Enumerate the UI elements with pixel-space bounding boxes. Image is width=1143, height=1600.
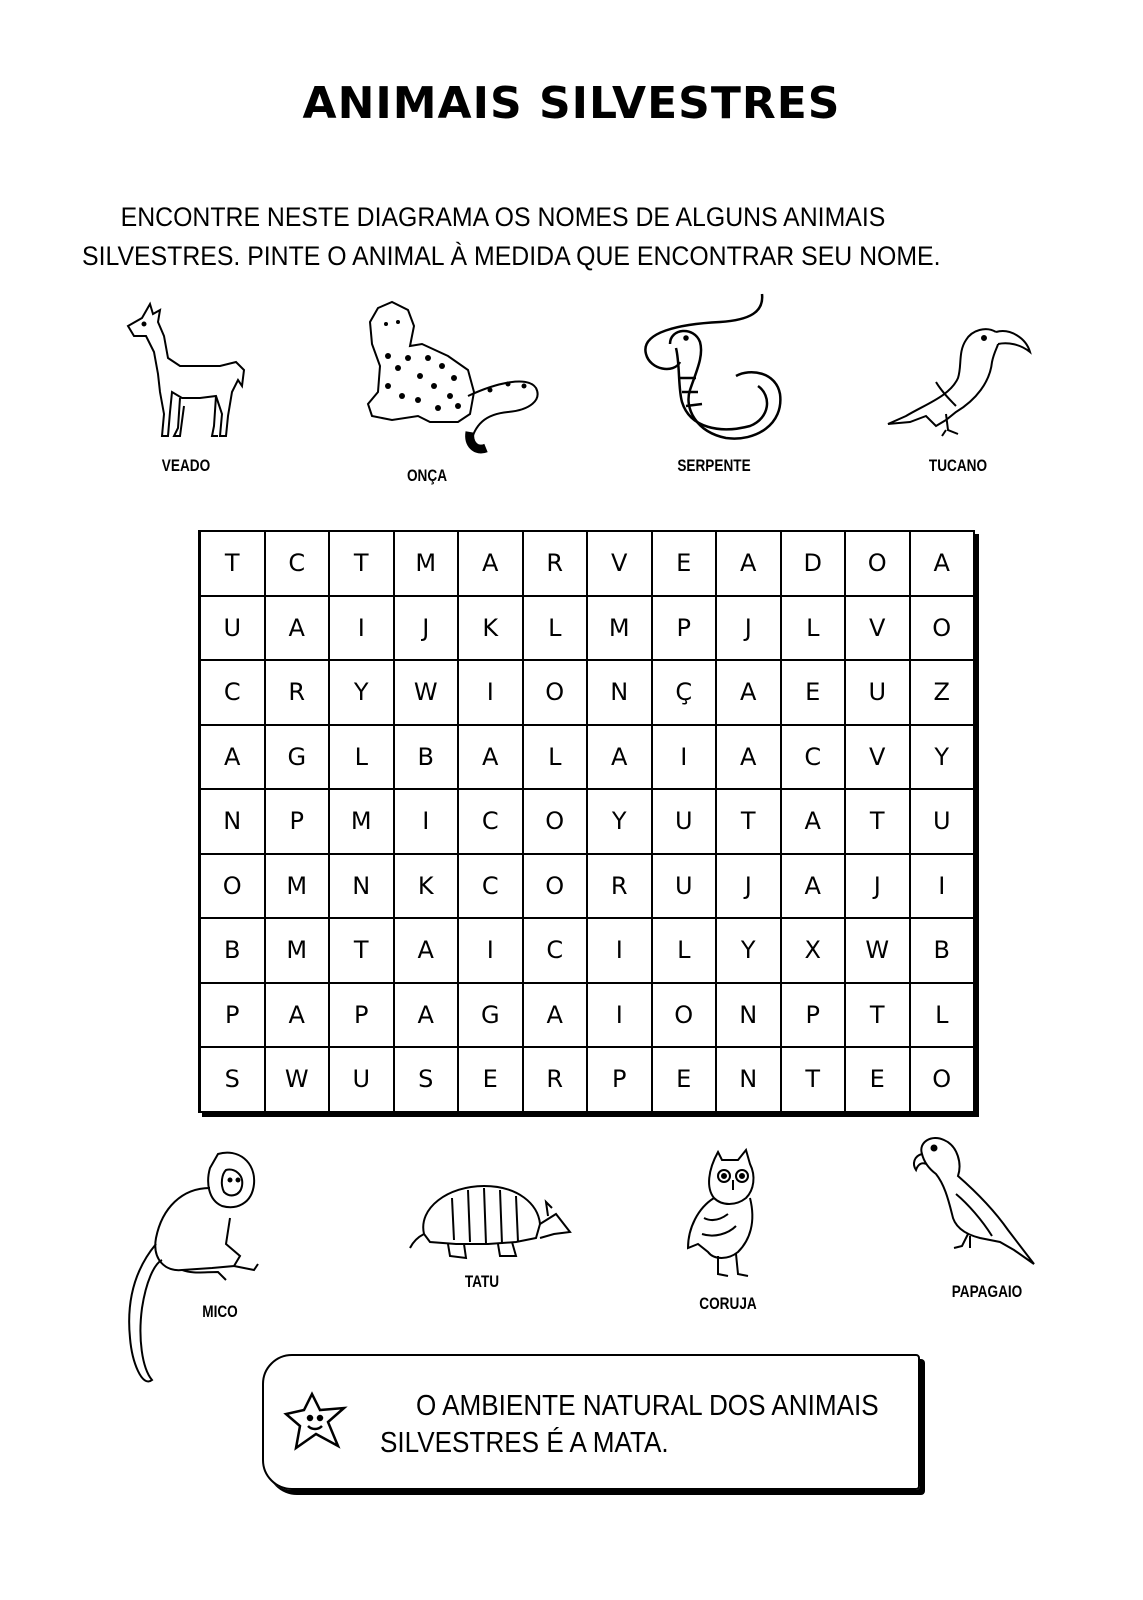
toucan-icon: [886, 322, 1032, 438]
grid-cell: O: [846, 532, 911, 597]
grid-cell: B: [911, 919, 976, 984]
grid-cell: Z: [911, 661, 976, 726]
grid-cell: O: [911, 1048, 976, 1113]
grid-cell: C: [459, 790, 524, 855]
grid-cell: R: [588, 855, 653, 920]
page-title: ANIMAIS SILVESTRES: [302, 78, 841, 129]
grid-cell: W: [266, 1048, 331, 1113]
grid-cell: O: [653, 984, 718, 1049]
grid-cell: A: [911, 532, 976, 597]
grid-cell: M: [395, 532, 460, 597]
grid-cell: T: [846, 790, 911, 855]
animal-label-tatu: TATU: [464, 1272, 500, 1291]
grid-cell: U: [201, 597, 266, 662]
grid-cell: P: [266, 790, 331, 855]
star-icon: [282, 1390, 350, 1452]
grid-cell: N: [330, 855, 395, 920]
grid-cell: A: [395, 919, 460, 984]
owl-icon: [684, 1148, 774, 1282]
deer-icon: [120, 296, 250, 444]
grid-cell: C: [524, 919, 589, 984]
grid-cell: M: [588, 597, 653, 662]
grid-cell: P: [201, 984, 266, 1049]
grid-cell: L: [911, 984, 976, 1049]
grid-cell: A: [717, 661, 782, 726]
animal-label-papagaio: PAPAGAIO: [951, 1282, 1023, 1301]
grid-cell: A: [266, 984, 331, 1049]
animal-label-mico: MICO: [202, 1302, 238, 1321]
grid-cell: T: [846, 984, 911, 1049]
note-line-2: SILVESTRES É A MATA.: [380, 1427, 669, 1459]
grid-cell: I: [459, 661, 524, 726]
grid-cell: W: [846, 919, 911, 984]
grid-cell: P: [330, 984, 395, 1049]
grid-cell: I: [588, 919, 653, 984]
grid-cell: U: [653, 855, 718, 920]
grid-cell: P: [782, 984, 847, 1049]
grid-cell: O: [524, 790, 589, 855]
grid-cell: A: [266, 597, 331, 662]
grid-cell: T: [201, 532, 266, 597]
grid-cell: C: [266, 532, 331, 597]
grid-cell: M: [330, 790, 395, 855]
grid-cell: X: [782, 919, 847, 984]
grid-cell: B: [201, 919, 266, 984]
grid-cell: C: [459, 855, 524, 920]
grid-cell: J: [717, 855, 782, 920]
grid-cell: Ç: [653, 661, 718, 726]
grid-cell: C: [201, 661, 266, 726]
grid-cell: A: [459, 532, 524, 597]
grid-cell: A: [588, 726, 653, 791]
animal-label-tucano: TUCANO: [928, 456, 988, 475]
grid-cell: V: [846, 597, 911, 662]
grid-cell: O: [524, 661, 589, 726]
grid-cell: A: [459, 726, 524, 791]
snake-icon: [640, 292, 790, 442]
parrot-icon: [908, 1134, 1040, 1268]
animal-label-veado: VEADO: [161, 456, 211, 475]
animal-label-serpente: SERPENTE: [677, 456, 751, 475]
grid-cell: R: [524, 1048, 589, 1113]
grid-cell: E: [846, 1048, 911, 1113]
grid-cell: I: [330, 597, 395, 662]
grid-cell: I: [459, 919, 524, 984]
grid-cell: L: [524, 597, 589, 662]
grid-cell: V: [846, 726, 911, 791]
grid-cell: E: [459, 1048, 524, 1113]
armadillo-icon: [408, 1178, 574, 1262]
grid-cell: K: [395, 855, 460, 920]
grid-cell: U: [330, 1048, 395, 1113]
jaguar-icon: [358, 296, 544, 454]
grid-cell: J: [395, 597, 460, 662]
grid-cell: A: [524, 984, 589, 1049]
grid-cell: Y: [911, 726, 976, 791]
grid-cell: E: [782, 661, 847, 726]
word-search-grid: [198, 530, 975, 1113]
grid-cell: A: [717, 726, 782, 791]
grid-cell: A: [782, 790, 847, 855]
grid-cell: O: [201, 855, 266, 920]
grid-cell: G: [266, 726, 331, 791]
grid-cell: T: [330, 532, 395, 597]
grid-cell: C: [782, 726, 847, 791]
grid-cell: U: [653, 790, 718, 855]
grid-cell: K: [459, 597, 524, 662]
grid-cell: N: [201, 790, 266, 855]
grid-cell: L: [653, 919, 718, 984]
grid-cell: E: [653, 532, 718, 597]
grid-cell: L: [524, 726, 589, 791]
grid-cell: R: [524, 532, 589, 597]
grid-cell: O: [911, 597, 976, 662]
grid-cell: N: [588, 661, 653, 726]
grid-cell: R: [266, 661, 331, 726]
animal-label-coruja: CORUJA: [699, 1294, 757, 1313]
grid-cell: G: [459, 984, 524, 1049]
grid-cell: W: [395, 661, 460, 726]
instructions-line-1: ENCONTRE NESTE DIAGRAMA OS NOMES DE ALGUNS ANIMAIS: [120, 202, 886, 232]
instructions: [82, 198, 1002, 276]
grid-cell: S: [395, 1048, 460, 1113]
grid-cell: I: [588, 984, 653, 1049]
grid-cell: P: [653, 597, 718, 662]
monkey-icon: [122, 1148, 278, 1392]
grid-cell: T: [330, 919, 395, 984]
grid-cell: A: [395, 984, 460, 1049]
grid-cell: S: [201, 1048, 266, 1113]
grid-cell: L: [782, 597, 847, 662]
grid-cell: Y: [588, 790, 653, 855]
grid-cell: E: [653, 1048, 718, 1113]
grid-cell: J: [717, 597, 782, 662]
grid-cell: I: [395, 790, 460, 855]
grid-cell: L: [330, 726, 395, 791]
grid-cell: Y: [330, 661, 395, 726]
grid-cell: N: [717, 1048, 782, 1113]
note-text: [380, 1388, 879, 1462]
grid-cell: M: [266, 919, 331, 984]
instructions-line-2: SILVESTRES. PINTE O ANIMAL À MEDIDA QUE ENCONTRAR SEU NOME.: [82, 241, 941, 271]
grid-cell: Y: [717, 919, 782, 984]
grid-cell: P: [588, 1048, 653, 1113]
grid-cell: N: [717, 984, 782, 1049]
grid-cell: J: [846, 855, 911, 920]
grid-cell: B: [395, 726, 460, 791]
grid-cell: A: [201, 726, 266, 791]
grid-cell: D: [782, 532, 847, 597]
note-line-1: O AMBIENTE NATURAL DOS ANIMAIS: [416, 1390, 879, 1422]
grid-cell: U: [911, 790, 976, 855]
grid-cell: V: [588, 532, 653, 597]
grid-cell: T: [782, 1048, 847, 1113]
grid-cell: M: [266, 855, 331, 920]
animal-label-onca: ONÇA: [406, 466, 448, 485]
grid-cell: A: [782, 855, 847, 920]
grid-cell: I: [653, 726, 718, 791]
grid-cell: T: [717, 790, 782, 855]
grid-cell: U: [846, 661, 911, 726]
grid-cell: I: [911, 855, 976, 920]
grid-cell: A: [717, 532, 782, 597]
grid-cell: O: [524, 855, 589, 920]
